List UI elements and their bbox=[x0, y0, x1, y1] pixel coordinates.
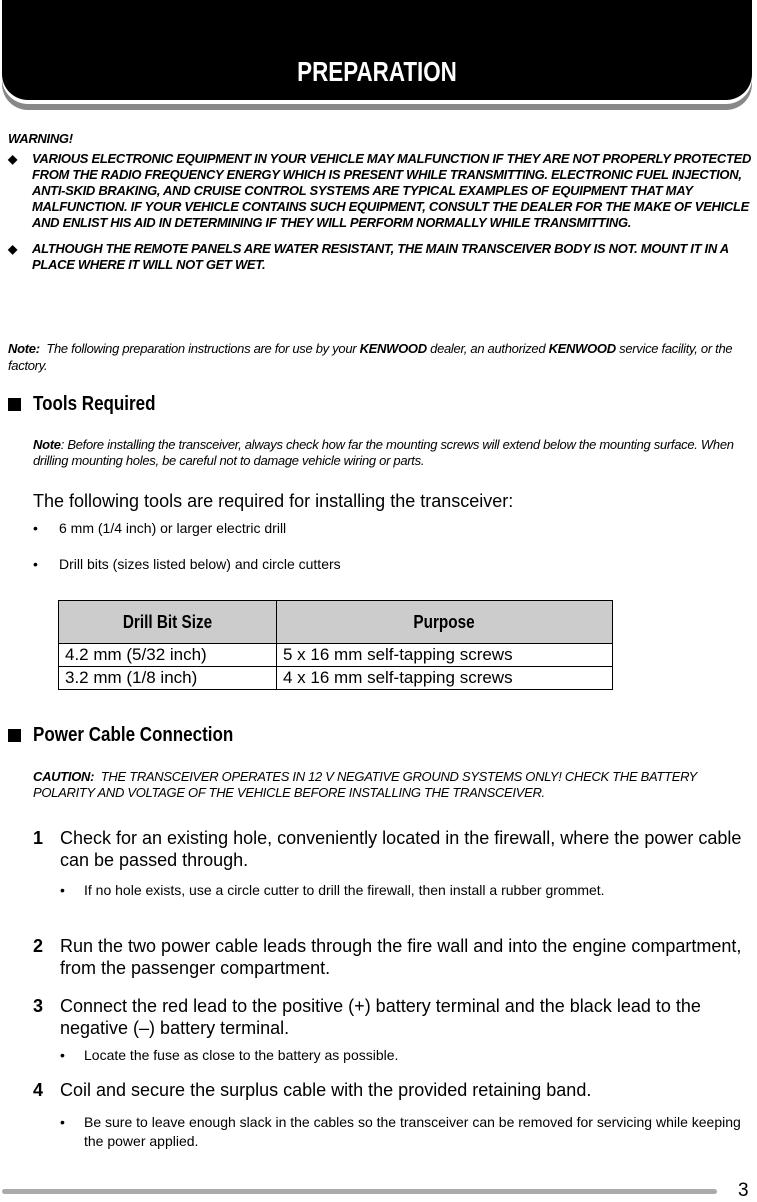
caution-note bbox=[33, 769, 755, 801]
step-4 bbox=[33, 1079, 755, 1101]
caution-text: THE TRANSCEIVER OPERATES IN 12 V NEGATIVE GROUND SYSTEMS ONLY! CHECK THE BATTERY POLARITY AND VOLTAGE OF THE VEHICLE BEFORE INSTALLING THE TRANSCEIVER. bbox=[33, 769, 697, 800]
warning-item bbox=[8, 151, 753, 231]
drill-bit-table bbox=[58, 600, 613, 690]
table-row bbox=[59, 667, 613, 690]
step-number: 1 bbox=[33, 828, 44, 848]
step-sub-bullet: • Be sure to leave enough slack in the cables so the transceiver can be removed for servicing while keeping the power applied. bbox=[60, 1113, 750, 1151]
brand: KENWOOD bbox=[548, 341, 616, 356]
section-heading-tools bbox=[8, 393, 177, 416]
warning-title: WARNING! bbox=[8, 131, 73, 146]
bullet-text: Locate the fuse as close to the battery as possible. bbox=[84, 1047, 399, 1063]
bullet-item: • Drill bits (sizes listed below) and circle cutters bbox=[33, 556, 341, 572]
page-number: 3 bbox=[738, 1180, 749, 1201]
step-sub-bullet: • If no hole exists, use a circle cutter to drill the firewall, then install a rubber grommet. bbox=[60, 882, 605, 898]
bullet-text: If no hole exists, use a circle cutter to drill the firewall, then install a rubber grommet. bbox=[84, 882, 605, 898]
note-label: Note: bbox=[8, 341, 40, 356]
step-text: Coil and secure the surplus cable with the provided retaining band. bbox=[60, 1080, 592, 1100]
step-2 bbox=[33, 935, 755, 979]
table-cell: 3.2 mm (1/8 inch) bbox=[59, 667, 277, 690]
step-3 bbox=[33, 995, 755, 1039]
warning-item bbox=[8, 241, 753, 273]
note-text: service facility, or the factory. bbox=[8, 341, 733, 373]
table-row bbox=[59, 644, 613, 667]
note-text: : Before installing the transceiver, always check how far the mounting screws will extend below the mounting surface. When drilling mounting holes, be careful not to damage vehicle wiring or parts. bbox=[33, 437, 734, 468]
step-text: Check for an existing hole, conveniently located in the firewall, where the power cable can be passed through. bbox=[60, 828, 742, 870]
header-banner bbox=[2, 0, 752, 100]
table-header-row bbox=[59, 601, 613, 644]
note-text: dealer, an authorized bbox=[430, 341, 546, 356]
heading-text: Power Cable Connection bbox=[33, 724, 234, 746]
step-text: Run the two power cable leads through the fire wall and into the engine compartment, from the passenger compartment. bbox=[60, 936, 742, 978]
section-heading-power bbox=[8, 724, 269, 747]
col-header: Drill Bit Size bbox=[59, 601, 277, 644]
warning-text: VARIOUS ELECTRONIC EQUIPMENT IN YOUR VEHICLE MAY MALFUNCTION IF THEY ARE NOT PROPERLY PROTECTED FROM THE RADIO FREQUENCY ENERGY WHICH IS PRESENT WHILE TRANSMITTING. ELECTRONIC FUEL INJECTION, ANTI-SKID BRAKING, AND CRUISE CONTROL SYSTEMS ARE TYPICAL EXAMPLES OF EQUIPMENT THAT MAY MALFUNCTION. IF YOUR VEHICLE CONTAINS SUCH EQUIPMENT, CONSULT THE DEALER FOR THE MAKE OF VEHICLE AND ENLIST HIS AID IN DETERMINING IF THEY WILL PERFORM NORMALLY WHILE TRANSMITTING. bbox=[32, 151, 752, 230]
footer-rule bbox=[2, 1189, 717, 1194]
brand: KENWOOD bbox=[359, 341, 427, 356]
bullet-text: 6 mm (1/4 inch) or larger electric drill bbox=[59, 520, 287, 536]
diamond-icon: ◆ bbox=[8, 242, 17, 256]
table-cell: 4.2 mm (5/32 inch) bbox=[59, 644, 277, 667]
bullet-item: • 6 mm (1/4 inch) or larger electric drill bbox=[33, 520, 287, 536]
dealer-note bbox=[8, 340, 753, 374]
step-number: 3 bbox=[33, 996, 44, 1016]
step-text: Connect the red lead to the positive (+) battery terminal and the black lead to the negative (–) battery terminal. bbox=[60, 996, 701, 1038]
heading-text: Tools Required bbox=[33, 393, 156, 415]
note-label: Note bbox=[33, 437, 61, 452]
note-text: The following preparation instructions are for use by your bbox=[46, 341, 357, 356]
warning-block bbox=[8, 131, 753, 283]
step-1 bbox=[33, 827, 755, 871]
step-sub-bullet: • Locate the fuse as close to the battery as possible. bbox=[60, 1047, 399, 1063]
diamond-icon: ◆ bbox=[8, 152, 17, 166]
tools-note bbox=[33, 437, 755, 469]
square-bullet-icon bbox=[8, 398, 21, 411]
warning-text: ALTHOUGH THE REMOTE PANELS ARE WATER RESISTANT, THE MAIN TRANSCEIVER BODY IS NOT. MOUNT IT IN A PLACE WHERE IT WILL NOT GET WET. bbox=[32, 241, 729, 272]
step-number: 2 bbox=[33, 936, 44, 956]
tools-intro: The following tools are required for installing the transceiver: bbox=[33, 491, 514, 511]
caution-label: CAUTION: bbox=[33, 769, 95, 784]
table-cell: 5 x 16 mm self-tapping screws bbox=[277, 644, 613, 667]
page-title: PREPARATION bbox=[297, 56, 457, 87]
table-cell: 4 x 16 mm self-tapping screws bbox=[277, 667, 613, 690]
bullet-text: Be sure to leave enough slack in the cables so the transceiver can be removed for servicing while keeping the power applied. bbox=[84, 1114, 741, 1149]
bullet-text: Drill bits (sizes listed below) and circle cutters bbox=[59, 556, 341, 572]
step-number: 4 bbox=[33, 1080, 44, 1100]
col-header: Purpose bbox=[277, 601, 613, 644]
square-bullet-icon bbox=[8, 729, 21, 742]
